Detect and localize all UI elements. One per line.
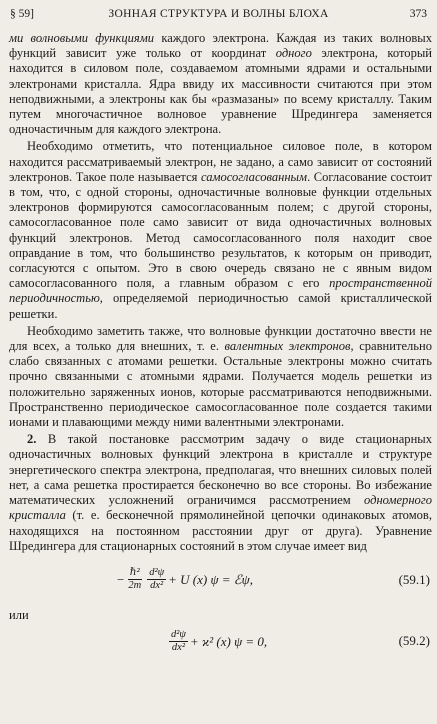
equation-59-2-body <box>167 621 267 661</box>
derivative-numerator: d²ψ <box>171 628 186 640</box>
page-number: 373 <box>409 8 427 20</box>
italic-term: пространственной периодичностью <box>9 276 432 306</box>
coef-denominator: 2m <box>128 580 142 592</box>
coef-fraction <box>126 567 143 592</box>
derivative-denominator: dx² <box>171 641 185 653</box>
paragraph <box>9 324 432 430</box>
equation-rest: + U (x) ψ = ℰψ, <box>168 572 253 588</box>
equation-rest: + ϰ² (x) ψ = 0, <box>189 633 268 649</box>
section-marker: § 59] <box>10 8 34 20</box>
italic-term: самосогласованным <box>200 169 308 184</box>
text-run: каждого электрона. Каждая из таких волновых функций зависит уже только от координат <box>9 31 432 61</box>
equation-59-1 <box>9 560 432 600</box>
italic-term: одного <box>275 46 312 61</box>
coef-numerator: ℏ² <box>129 567 140 579</box>
text-run: , определяемой периодичностью самой кристаллической решетки. <box>9 291 432 321</box>
text-run: , сравнительно слабо связанных с атомами решетки. Остальные электроны можно считать прочно связанными с атомными ядрами. Получается модель решетки из положительно заряженных ионов, которые рассматриваются неподвижными. Пространственно периодическое самосогласованное поле создается такими ионами и плавающими между ними валентными электронами. <box>9 339 433 430</box>
equation-59-1-body <box>117 560 253 600</box>
paragraph <box>9 432 432 554</box>
text-run: . Согласование состоит в том, что, с одной стороны, одночастичные волновые функции отдельных электронов формируются самосогласованным полем; с другой стороны, самосогласованное поле само зависит от вида одночастичных волновых функций электронов. Метод самосогласованного поля находит свое оправдание в том, что большинство результатов, к которым он приводит, согласуются с опытом. Это в свою очередь связано не с явным видом самосогласованного поля, а главным образом с его <box>9 169 432 291</box>
running-header <box>10 6 427 22</box>
equation-number: (59.1) <box>398 571 430 587</box>
paragraph <box>9 139 432 321</box>
item-number: 2. <box>27 432 37 447</box>
text-run: Необходимо отметить, что потенциальное силовое поле, в котором находится рассматриваемый электрон, не задано, а само зависит от состояний электронов. Такое поле называется <box>9 139 432 184</box>
derivative-fraction <box>147 567 166 592</box>
derivative-numerator: d²ψ <box>149 567 165 579</box>
italic-term: одномерного кристалла <box>9 493 432 523</box>
paragraphs <box>9 31 432 554</box>
paragraph <box>9 31 432 137</box>
derivative-denominator: dx² <box>150 580 164 592</box>
equation-number: (59.2) <box>398 633 430 649</box>
running-title: ЗОННАЯ СТРУКТУРА И ВОЛНЫ БЛОХА <box>108 8 329 20</box>
italic-term: ми волновыми функциями <box>9 31 155 45</box>
derivative-fraction <box>169 629 188 654</box>
text-run: (т. е. бесконечной прямолинейной цепочки одинаковых атомов, находящихся на постоянном расстоянии друг от друга). Уравнение Шредингера для стационарных состояний в этом случае имеет вид <box>9 508 432 553</box>
equation-59-2 <box>9 621 432 661</box>
italic-term: валентных электронов <box>224 339 351 354</box>
text-run: Необходимо заметить также, что волновые функции достаточно ввести не для всех, а только для внешних, т. е. <box>9 323 432 354</box>
body-text <box>9 31 432 661</box>
text-run: В такой постановке рассмотрим задачу о виде стационарных одночастичных волновых функций электрона в кристалле и структуре энергетического спектра электрона, предполагая, что внешних силовых полей нет, а сама решетка простирается бесконечно во все стороны. Во избежание математических усложнений ограничимся рассмотрением <box>9 432 432 508</box>
connector-word: или <box>9 607 29 622</box>
text-run: электрона, который находится в силовом поле, создаваемом атомными ядрами и остальными электронами кристалла. Ядра ввиду их массивности считаются при этом неподвижными, а электроны как бы «размазаны» по всему кристаллу. Таким путем многочастичное волновое уравнение Шредингера заменяется одночастичным для каждого электрона. <box>9 46 432 137</box>
minus-sign: − <box>117 572 125 588</box>
